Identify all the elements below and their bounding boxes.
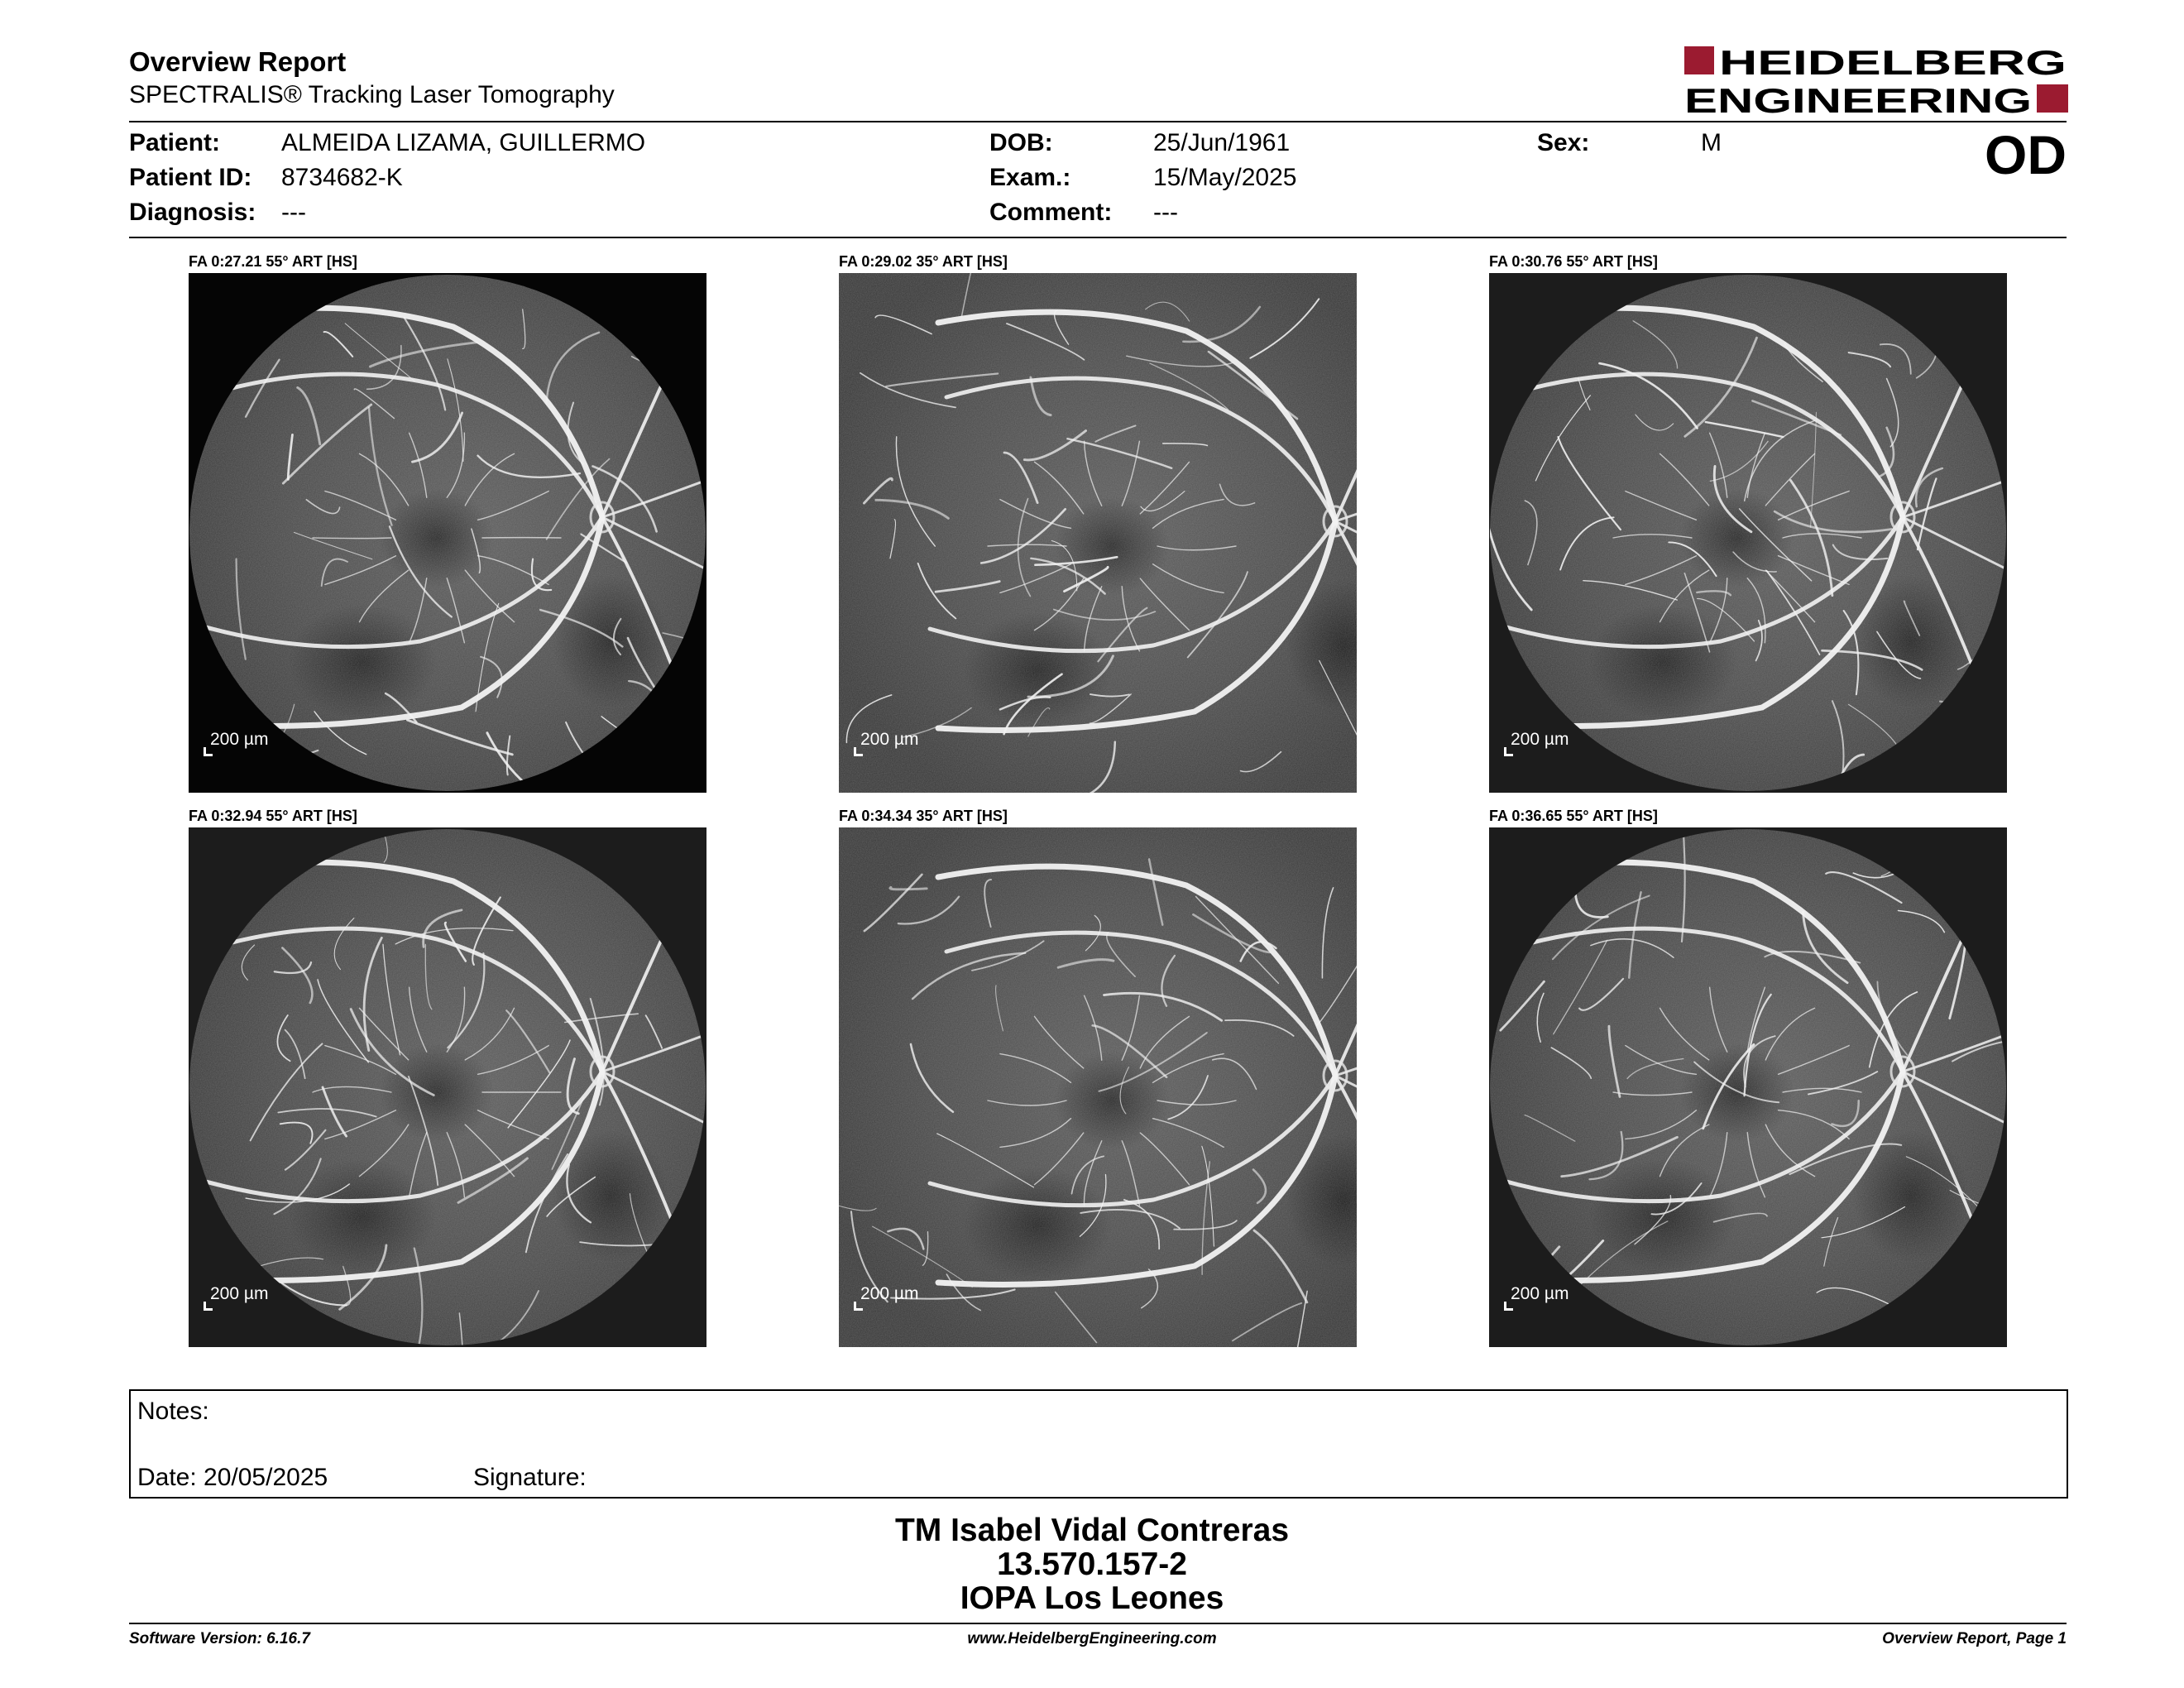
scale-label: 200 µm [860, 730, 919, 749]
logo-red-square-bottom [2037, 84, 2068, 113]
fundus-caption: FA 0:27.21 55° ART [HS] [189, 253, 357, 270]
fundus-image[interactable] [189, 273, 706, 793]
patient-id: 8734682-K [281, 164, 403, 191]
scale-label: 200 µm [210, 730, 269, 749]
patient-id-label: Patient ID: [129, 164, 252, 191]
scale-label: 200 µm [1511, 730, 1569, 749]
stamp-institution: IOPA Los Leones [960, 1580, 1224, 1616]
diagnosis-value: --- [281, 199, 306, 226]
fundus-image[interactable] [839, 273, 1357, 793]
stamp-name: TM Isabel Vidal Contreras [894, 1513, 1290, 1548]
comment-value: --- [1153, 199, 1178, 226]
fundus-image[interactable] [839, 827, 1357, 1347]
notes-date: Date: 20/05/2025 [137, 1464, 328, 1491]
notes-label: Notes: [137, 1398, 209, 1425]
scale-label: 200 µm [210, 1284, 269, 1303]
notes-box[interactable] [129, 1389, 2068, 1499]
report-title: Overview Report [129, 46, 347, 77]
sex-label: Sex: [1537, 129, 1590, 156]
footer-software-version: Software Version: 6.16.7 [129, 1630, 310, 1647]
patient-name: ALMEIDA LIZAMA, GUILLERMO [281, 129, 646, 156]
logo-word-heidelberg: HEIDELBERG [1719, 45, 2067, 82]
fundus-caption: FA 0:29.02 35° ART [HS] [839, 253, 1008, 270]
patient-name-label: Patient: [129, 129, 221, 156]
exam-label: Exam.: [989, 164, 1071, 191]
diagnosis-label: Diagnosis: [129, 199, 256, 226]
signature-label: Signature: [473, 1464, 587, 1491]
fundus-image[interactable] [1489, 827, 2007, 1347]
dob-label: DOB: [989, 129, 1053, 156]
stamp-id: 13.570.157-2 [997, 1547, 1187, 1582]
footer-website[interactable]: www.HeidelbergEngineering.com [967, 1630, 1217, 1647]
patient-rule [129, 237, 2067, 238]
header-rule [129, 121, 2067, 122]
fundus-caption: FA 0:36.65 55° ART [HS] [1489, 808, 1658, 824]
fundus-caption: FA 0:32.94 55° ART [HS] [189, 808, 357, 824]
fundus-caption: FA 0:30.76 55° ART [HS] [1489, 253, 1658, 270]
footer-page-number: Overview Report, Page 1 [1882, 1630, 2067, 1647]
scale-label: 200 µm [1511, 1284, 1569, 1303]
dob-value: 25/Jun/1961 [1153, 129, 1291, 156]
heidelberg-logo [1684, 45, 2068, 119]
logo-red-square-top [1684, 46, 1714, 74]
fundus-image[interactable] [1489, 273, 2007, 793]
comment-label: Comment: [989, 199, 1113, 226]
footer-rule [129, 1623, 2067, 1624]
exam-value: 15/May/2025 [1153, 164, 1297, 191]
report-subtitle: SPECTRALIS® Tracking Laser Tomography [129, 81, 615, 108]
logo-word-engineering: ENGINEERING [1684, 81, 2032, 119]
eye-laterality: OD [1985, 124, 2067, 185]
fundus-caption: FA 0:34.34 35° ART [HS] [839, 808, 1008, 824]
sex-value: M [1701, 129, 1722, 156]
scale-label: 200 µm [860, 1284, 919, 1303]
fundus-image[interactable] [189, 827, 706, 1347]
